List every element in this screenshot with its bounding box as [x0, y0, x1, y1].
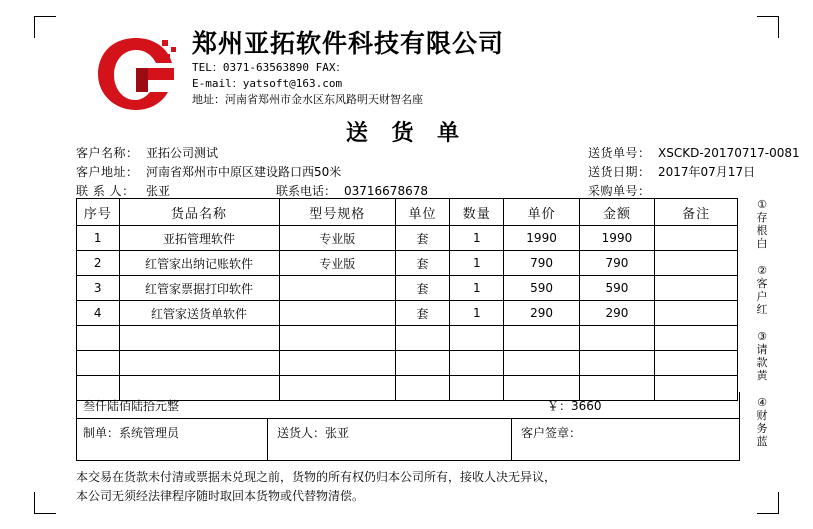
- th-model: 型号规格: [279, 199, 395, 226]
- cell-blank: [504, 326, 579, 351]
- cell-qty: 1: [450, 226, 504, 251]
- cell-blank: [655, 326, 738, 351]
- legal-footnote: [76, 468, 756, 506]
- cell-blank: [279, 351, 395, 376]
- cell-blank: [579, 351, 654, 376]
- cell-blank: [579, 326, 654, 351]
- cell-blank: [279, 326, 395, 351]
- copy-color-strip: [748, 198, 776, 460]
- company-logo-icon: [92, 34, 180, 116]
- cell-qty: 1: [450, 276, 504, 301]
- customer-name-label: 客户名称：: [76, 146, 139, 160]
- th-no: 序号: [77, 199, 120, 226]
- cell-model: 专业版: [279, 226, 395, 251]
- customer-name-value: 亚拓公司测试: [146, 146, 219, 160]
- table-row: [77, 301, 738, 326]
- order-no-label: 送货单号：: [588, 146, 651, 160]
- cell-price: 1990: [504, 226, 579, 251]
- th-name: 货品名称: [119, 199, 279, 226]
- table-row: [77, 226, 738, 251]
- copy-item-4-number: ④: [757, 396, 767, 409]
- delivery-date-label: 送货日期：: [588, 165, 651, 179]
- copy-item-3: [748, 330, 776, 382]
- cell-price: 590: [504, 276, 579, 301]
- company-header: [92, 28, 692, 114]
- cell-amount: 790: [579, 251, 654, 276]
- customer-address-label: 客户地址：: [76, 165, 139, 179]
- copy-item-4: [748, 396, 776, 448]
- cell-model: [279, 301, 395, 326]
- cell-amount: 1990: [579, 226, 654, 251]
- goods-table: [76, 198, 738, 401]
- deliverer-label: 送货人：张亚: [277, 426, 350, 440]
- delivery-date-value: 2017年07月17日: [658, 165, 756, 179]
- copy-item-2: [748, 264, 776, 316]
- copy-item-1-number: ①: [757, 198, 767, 211]
- cell-unit: 套: [395, 276, 449, 301]
- cell-name: 红管家票据打印软件: [119, 276, 279, 301]
- footnote-line-2: 本公司无须经法律程序随时取回本货物或代替物清偿。: [76, 489, 365, 503]
- cell-blank: [450, 351, 504, 376]
- cell-blank: [450, 326, 504, 351]
- company-header-text: [192, 28, 504, 108]
- table-row: [77, 251, 738, 276]
- footnote-line-1: 本交易在货款未付清或票据未兑现之前，货物的所有权仍归本公司所有，接收人决无异议，: [76, 470, 557, 484]
- th-qty: 数量: [450, 199, 504, 226]
- cell-blank: [119, 351, 279, 376]
- cell-name: 红管家出纳记账软件: [119, 251, 279, 276]
- cell-blank: [655, 351, 738, 376]
- signature-row: [76, 418, 740, 461]
- customer-address-value: 河南省郑州市中原区建设路口西50米: [146, 165, 342, 179]
- cell-no: 4: [77, 301, 120, 326]
- th-amount: 金额: [579, 199, 654, 226]
- phone-value: 03716678678: [344, 184, 428, 198]
- copy-item-3-label: 请 款 黄: [756, 343, 768, 382]
- document-title: 送 货 单: [345, 121, 468, 146]
- company-name: 郑州亚拓软件科技有限公司: [192, 29, 505, 58]
- document-meta: [76, 144, 800, 201]
- copy-item-1: [748, 198, 776, 250]
- cell-model: 专业版: [279, 251, 395, 276]
- cell-note: [655, 301, 738, 326]
- copy-item-4-label: 财 务 蓝: [756, 409, 768, 448]
- delivery-note-sheet: [34, 16, 800, 514]
- th-unit: 单位: [395, 199, 449, 226]
- cell-blank: [395, 326, 449, 351]
- cell-amount: 290: [579, 301, 654, 326]
- cell-note: [655, 251, 738, 276]
- th-price: 单价: [504, 199, 579, 226]
- cell-blank: [77, 351, 120, 376]
- cell-no: 2: [77, 251, 120, 276]
- cell-note: [655, 276, 738, 301]
- signature-divider-1: [267, 418, 268, 460]
- phone-label: 联系电话：: [276, 184, 337, 198]
- cell-note: [655, 226, 738, 251]
- th-note: 备注: [655, 199, 738, 226]
- cell-blank: [395, 351, 449, 376]
- maker-label: 制单：系统管理员: [83, 426, 180, 440]
- cell-price: 290: [504, 301, 579, 326]
- cell-price: 790: [504, 251, 579, 276]
- purchase-no-label: 采购单号：: [588, 184, 651, 198]
- copy-item-2-label: 客 户 红: [756, 277, 768, 316]
- cell-name: 亚拓管理软件: [119, 226, 279, 251]
- contact-value: 张亚: [146, 184, 171, 198]
- signature-divider-2: [511, 418, 512, 460]
- contact-label: 联 系 人：: [76, 184, 135, 198]
- company-tel-line: TEL：0371-63563890 FAX：: [192, 61, 347, 74]
- table-row-blank: [77, 351, 738, 376]
- cell-blank: [504, 351, 579, 376]
- total-amount-in-words: 叁仟陆佰陆拾元整: [83, 399, 180, 413]
- copy-item-2-number: ②: [757, 264, 767, 277]
- cell-amount: 590: [579, 276, 654, 301]
- cell-unit: 套: [395, 251, 449, 276]
- cell-blank: [77, 326, 120, 351]
- cell-no: 3: [77, 276, 120, 301]
- copy-item-1-label: 存 根 白: [756, 211, 768, 250]
- cell-qty: 1: [450, 251, 504, 276]
- cell-qty: 1: [450, 301, 504, 326]
- cell-model: [279, 276, 395, 301]
- cell-name: 红管家送货单软件: [119, 301, 279, 326]
- table-row-blank: [77, 326, 738, 351]
- cell-blank: [119, 326, 279, 351]
- meta-row-customer-name: [76, 144, 800, 163]
- cell-no: 1: [77, 226, 120, 251]
- table-row: [77, 276, 738, 301]
- company-address-line: 地址：河南省郑州市金水区东风路明天财智名座: [192, 93, 423, 106]
- table-header-row: [77, 199, 738, 226]
- cell-unit: 套: [395, 226, 449, 251]
- copy-item-3-number: ③: [757, 330, 767, 343]
- company-email-line: E-mail：yatsoft@163.com: [192, 77, 343, 90]
- cell-unit: 套: [395, 301, 449, 326]
- total-amount-sum: ￥：3660: [547, 399, 602, 413]
- customer-signature-label: 客户签章：: [521, 426, 582, 440]
- order-no-value: XSCKD-20170717-0081: [658, 146, 800, 160]
- meta-row-customer-address: [76, 163, 756, 182]
- total-row: [76, 392, 740, 419]
